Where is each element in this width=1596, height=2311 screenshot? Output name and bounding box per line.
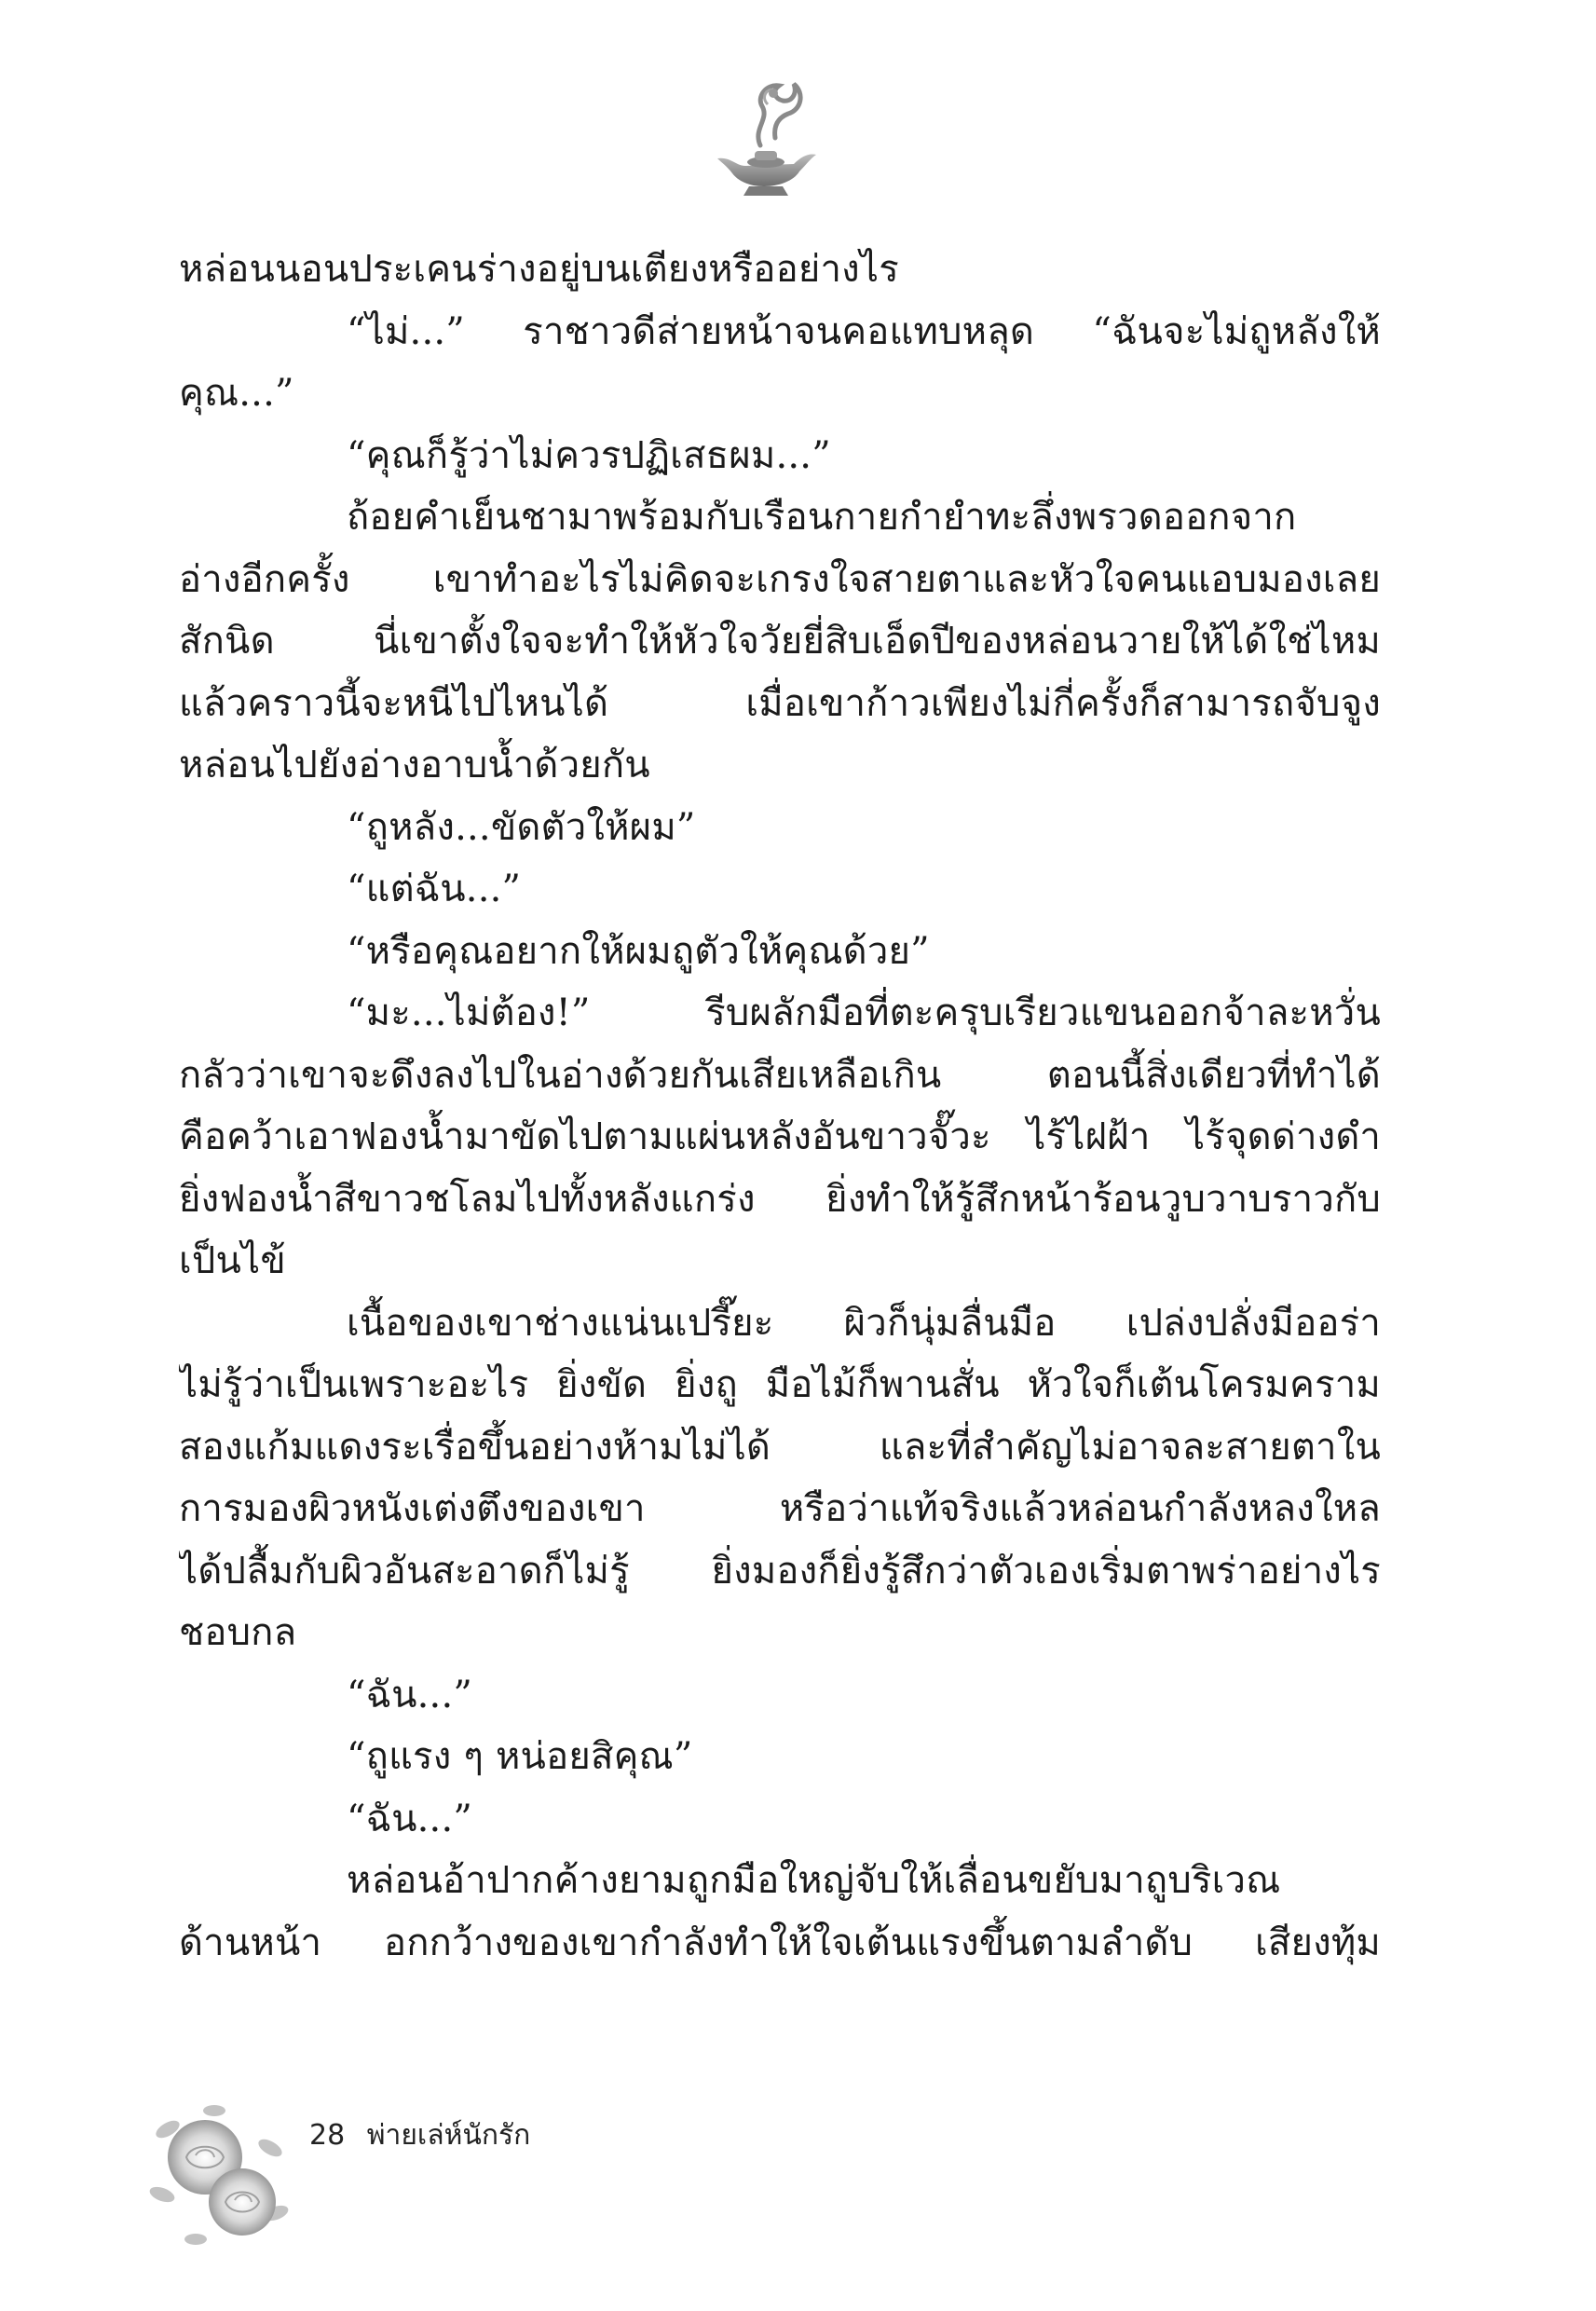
text-line: การมองผิวหนังเต่งตึงของเขา หรือว่าแท้จริงแล้วหล่อนกำลังหลงใหล (179, 1487, 1381, 1530)
text-line: ถ้อยคำเย็นชามาพร้อมกับเรือนกายกำยำทะลึ่งพรวดออกจาก (347, 496, 1297, 539)
body-text (179, 239, 1381, 1974)
text-line: ชอบกล (179, 1611, 297, 1654)
text-line: หล่อนอ้าปากค้างยามถูกมือใหญ่จับให้เลื่อนขยับมาถูบริเวณ (347, 1859, 1281, 1902)
text-line: “ฉัน...” (347, 1797, 473, 1840)
text-line: “คุณก็รู้ว่าไม่ควรปฏิเสธผม...” (347, 433, 831, 477)
text-line: คือคว้าเอาฟองน้ำมาขัดไปตามแผ่นหลังอันขาวจั๊วะ ไร้ไฝฝ้า ไร้จุดด่างดำ (179, 1115, 1381, 1158)
text-line: ได้ปลื้มกับผิวอันสะอาดก็ไม่รู้ ยิ่งมองก็ยิ่งรู้สึกว่าตัวเองเริ่มตาพร่าอย่างไร (179, 1549, 1381, 1593)
text-line: ยิ่งฟองน้ำสีขาวชโลมไปทั้งหลังแกร่ง ยิ่งทำให้รู้สึกหน้าร้อนวูบวาบราวกับ (179, 1177, 1381, 1221)
text-line: “ไม่...” ราชาวดีส่ายหน้าจนคอแทบหลุด “ฉันจะไม่ถูหลังให้ (347, 309, 1381, 353)
text-line: คุณ...” (179, 372, 294, 415)
text-line: เป็นไข้ (179, 1239, 286, 1282)
text-line: หล่อนนอนประเคนร่างอยู่บนเตียงหรืออย่างไร (179, 248, 899, 291)
text-line: ไม่รู้ว่าเป็นเพราะอะไร ยิ่งขัด ยิ่งถู มือไม้ก็พานสั่น หัวใจก็เต้นโครมคราม (179, 1363, 1381, 1406)
page-number: 28 (309, 2119, 346, 2152)
text-line: สองแก้มแดงระเรื่อขึ้นอย่างห้ามไม่ได้ และที่สำคัญไม่อาจละสายตาใน (179, 1425, 1381, 1469)
page-footer (309, 2113, 530, 2157)
text-line: “ถูหลัง...ขัดตัวให้ผม” (347, 805, 696, 849)
roses-icon (140, 2092, 298, 2250)
text-line: “แต่ฉัน...” (347, 868, 522, 910)
text-line: ด้านหน้า อกกว้างของเขากำลังทำให้ใจเต้นแรงขึ้นตามลำดับ เสียงทุ้ม (179, 1921, 1381, 1964)
text-line: อ่างอีกครั้ง เขาทำอะไรไม่คิดจะเกรงใจสายตาและหัวใจคนแอบมองเลย (179, 557, 1381, 601)
genie-lamp-icon (708, 73, 820, 203)
text-line: “หรือคุณอยากให้ผมถูตัวให้คุณด้วย” (347, 929, 930, 973)
text-line: กลัวว่าเขาจะดึงลงไปในอ่างด้วยกันเสียเหลือเกิน ตอนนี้สิ่งเดียวที่ทำได้ (179, 1053, 1381, 1097)
text-line: แล้วคราวนี้จะหนีไปไหนได้ เมื่อเขาก้าวเพียงไม่กี่ครั้งก็สามารถจับจูง (179, 681, 1381, 725)
book-title: พ่ายเล่ห์นักรัก (366, 2119, 531, 2152)
text-line: “ถูแรง ๆ หน่อยสิคุณ” (347, 1735, 693, 1778)
text-line: สักนิด นี่เขาตั้งใจจะทำให้หัวใจวัยยี่สิบเอ็ดปีของหล่อนวายให้ได้ใช่ไหม (179, 620, 1381, 663)
text-line: หล่อนไปยังอ่างอาบน้ำด้วยกัน (179, 744, 650, 786)
text-line: “มะ...ไม่ต้อง!” รีบผลักมือที่ตะครุบเรียวแขนออกจ้าละหวั่น (347, 991, 1381, 1034)
text-line: เนื้อของเขาช่างแน่นเปรี๊ยะ ผิวก็นุ่มลื่นมือ เปล่งปลั่งมีออร่า (347, 1301, 1381, 1345)
text-line: “ฉัน...” (347, 1673, 473, 1716)
